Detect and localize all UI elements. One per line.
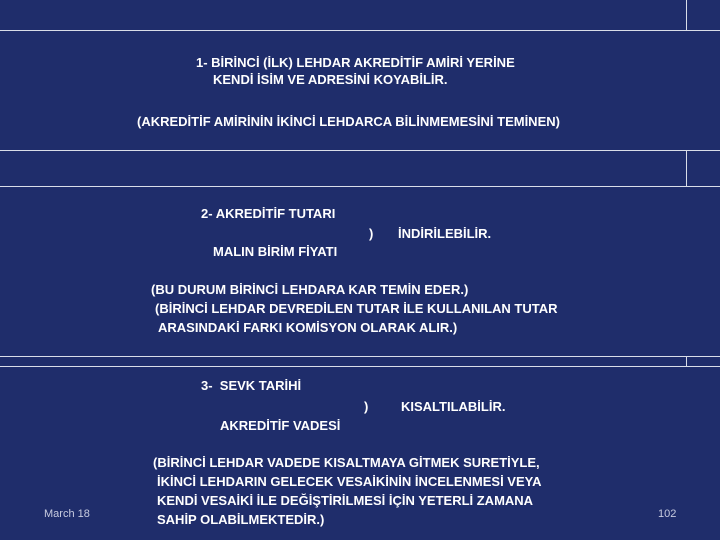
item2-note-line2: (BİRİNCİ LEHDAR DEVREDİLEN TUTAR İLE KULLANILAN TUTAR (155, 301, 558, 316)
item1-line2: KENDİ İSİM VE ADRESİNİ KOYABİLİR. (213, 72, 448, 87)
item1-note: (AKREDİTİF AMİRİNİN İKİNCİ LEHDARCA BİLİNMEMESİNİ TEMİNEN) (137, 114, 560, 129)
item3-note-line1: (BİRİNCİ LEHDAR VADEDE KISALTMAYA GİTMEK SURETİYLE, (153, 455, 540, 470)
item2-paren: ) (369, 226, 374, 241)
divider-line (0, 366, 720, 367)
divider-line (686, 356, 687, 366)
item3-note-line4: SAHİP OLABİLMEKTEDİR.) (157, 512, 325, 527)
divider-line (0, 356, 720, 357)
footer-date: March 18 (44, 508, 90, 520)
item2-label-unit-price: MALIN BİRİM FİYATI (213, 244, 338, 259)
divider-line (0, 30, 720, 31)
item2-result: İNDİRİLEBİLİR. (398, 226, 492, 241)
item3-label-shipment: 3- SEVK TARİHİ (201, 378, 302, 393)
item3-result: KISALTILABİLİR. (401, 399, 506, 414)
divider-line (686, 0, 687, 30)
item2-note-line1: (BU DURUM BİRİNCİ LEHDARA KAR TEMİN EDER.) (151, 282, 469, 297)
item3-note-line3: KENDİ VESAİKİ İLE DEĞİŞTİRİLMESİ İÇİN YETERLİ ZAMANA (157, 493, 534, 508)
divider-line (0, 186, 720, 187)
divider-line (0, 150, 720, 151)
divider-line (686, 150, 687, 186)
item1-line1: 1- BİRİNCİ (İLK) LEHDAR AKREDİTİF AMİRİ YERİNE (196, 55, 515, 70)
item2-label-amount: 2- AKREDİTİF TUTARI (201, 206, 336, 221)
item3-label-maturity: AKREDİTİF VADESİ (220, 418, 341, 433)
item3-paren: ) (364, 399, 369, 414)
item2-note-line3: ARASINDAKİ FARKI KOMİSYON OLARAK ALIR.) (158, 320, 458, 335)
page-number: 102 (658, 508, 677, 520)
item3-note-line2: İKİNCİ LEHDARIN GELECEK VESAİKİNİN İNCELENMESİ VEYA (157, 474, 542, 489)
